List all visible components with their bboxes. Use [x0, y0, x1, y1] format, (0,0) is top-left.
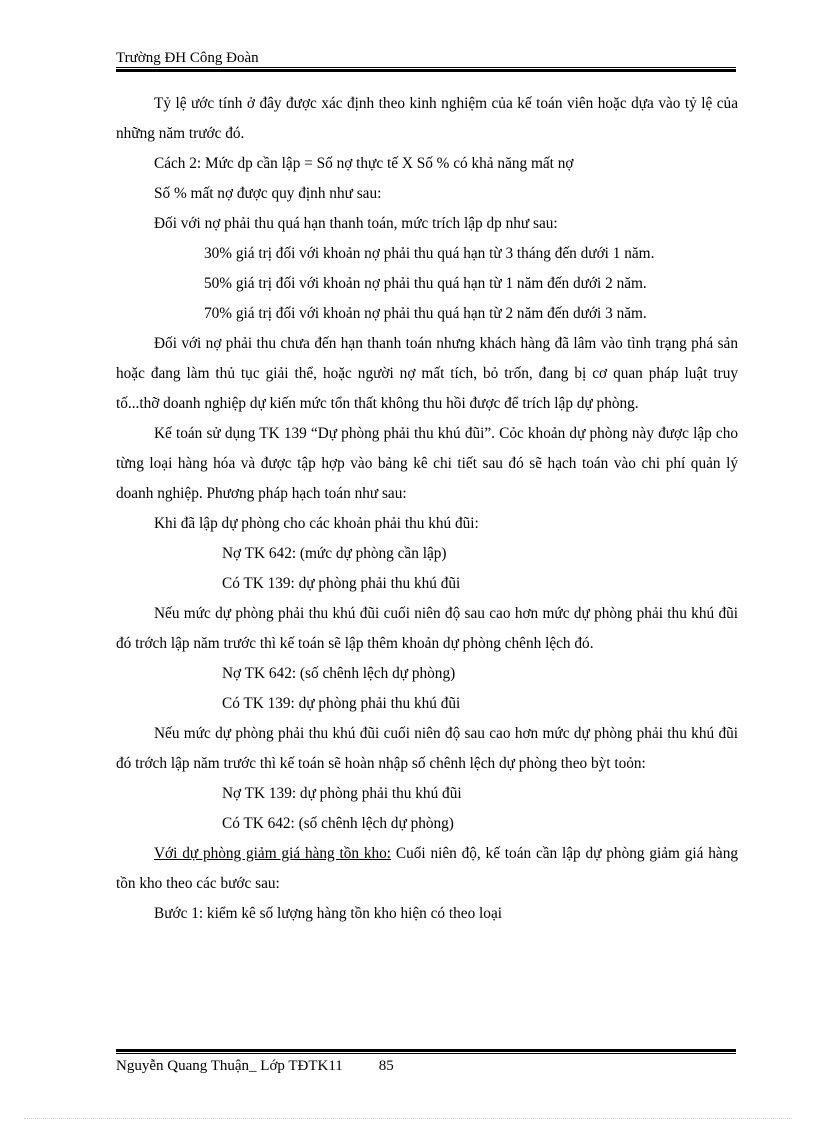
list-item: 30% giá trị đối với khoản nợ phải thu quá hạn từ 3 tháng đến dưới 1 năm.	[204, 245, 655, 262]
paragraph: Số % mất nợ được quy định như sau:	[154, 185, 382, 202]
paragraph: Bước 1: kiểm kê số lượng hàng tồn kho hiện có theo loại	[154, 905, 502, 922]
paragraph: Đối với nợ phải thu quá hạn thanh toán, mức trích lập dp như sau:	[154, 215, 558, 232]
journal-entry: Nợ TK 642: (số chênh lệch dự phòng)	[222, 665, 456, 682]
journal-entry: Nợ TK 642: (mức dự phòng cần lập)	[222, 545, 447, 562]
paragraph: Cách 2: Mức dp cần lập = Số nợ thực tế X Số % có khả năng mất nợ	[154, 155, 574, 172]
paragraph: Đối với nợ phải thu chưa đến hạn thanh toán nhưng khách hàng đã lâm vào tình trạng phá sản hoặc đang làm thủ tục giải thể, hoặc người nợ mất tích, bỏ trốn, đang bị cơ quan pháp luật truy tố...thỡ doanh nghiệp dự kiến mức tổn thất không thu hồi được để trích lập dự phòng.	[116, 335, 738, 412]
paragraph-text: Cuối niên độ, kế toán cần lập dự phòng giảm giá hàng tồn kho theo các bước sau:	[116, 845, 738, 892]
page-edge-divider	[24, 1118, 792, 1119]
document-body	[116, 89, 738, 929]
header-title: Trường ĐH Công Đoàn	[116, 50, 259, 66]
journal-entry: Nợ TK 139: dự phòng phải thu khú đũi	[222, 785, 462, 802]
paragraph: Khi đã lập dự phòng cho các khoản phải thu khú đũi:	[154, 515, 479, 532]
page-footer	[116, 1058, 394, 1075]
footer-author: Nguyễn Quang Thuận_ Lớp TĐTK11	[116, 1058, 343, 1074]
list-item: 70% giá trị đối với khoản nợ phải thu quá hạn từ 2 năm đến dưới 3 năm.	[204, 305, 647, 322]
paragraph: Kế toán sử dụng TK 139 “Dự phòng phải thu khú đũi”. Cỏc khoản dự phòng này được lập cho từng loại hàng hóa và được tập hợp vào bảng kê chi tiết sau đó sẽ hạch toán vào chi phí quản lý doanh nghiệp. Phương pháp hạch toán như sau:	[116, 425, 738, 502]
section-heading: Với dự phòng giảm giá hàng tồn kho:	[154, 845, 392, 862]
paragraph: Nếu mức dự phòng phải thu khú đũi cuối niên độ sau cao hơn mức dự phòng phải thu khú đũi đó trớch lập năm trước thì kế toán sẽ hoàn nhập số chênh lệch dự phòng theo bỳt toỏn:	[116, 725, 738, 772]
journal-entry: Có TK 139: dự phòng phải thu khú đũi	[222, 575, 461, 592]
footer-rule	[116, 1049, 736, 1054]
page-header	[116, 50, 259, 67]
header-rule	[116, 67, 736, 72]
paragraph: Nếu mức dự phòng phải thu khú đũi cuối niên độ sau cao hơn mức dự phòng phải thu khú đũi đó trớch lập năm trước thì kế toán sẽ lập thêm khoản dự phòng chênh lệch đó.	[116, 605, 738, 652]
page-number: 85	[378, 1058, 394, 1074]
paragraph	[116, 839, 738, 899]
list-item: 50% giá trị đối với khoản nợ phải thu quá hạn từ 1 năm đến dưới 2 năm.	[204, 275, 647, 292]
journal-entry: Có TK 642: (số chênh lệch dự phòng)	[222, 815, 454, 832]
journal-entry: Có TK 139: dự phòng phải thu khú đũi	[222, 695, 461, 712]
paragraph: Tỷ lệ ước tính ở đây được xác định theo kinh nghiệm của kế toán viên hoặc dựa vào tỷ lệ của những năm trước đó.	[116, 95, 738, 142]
